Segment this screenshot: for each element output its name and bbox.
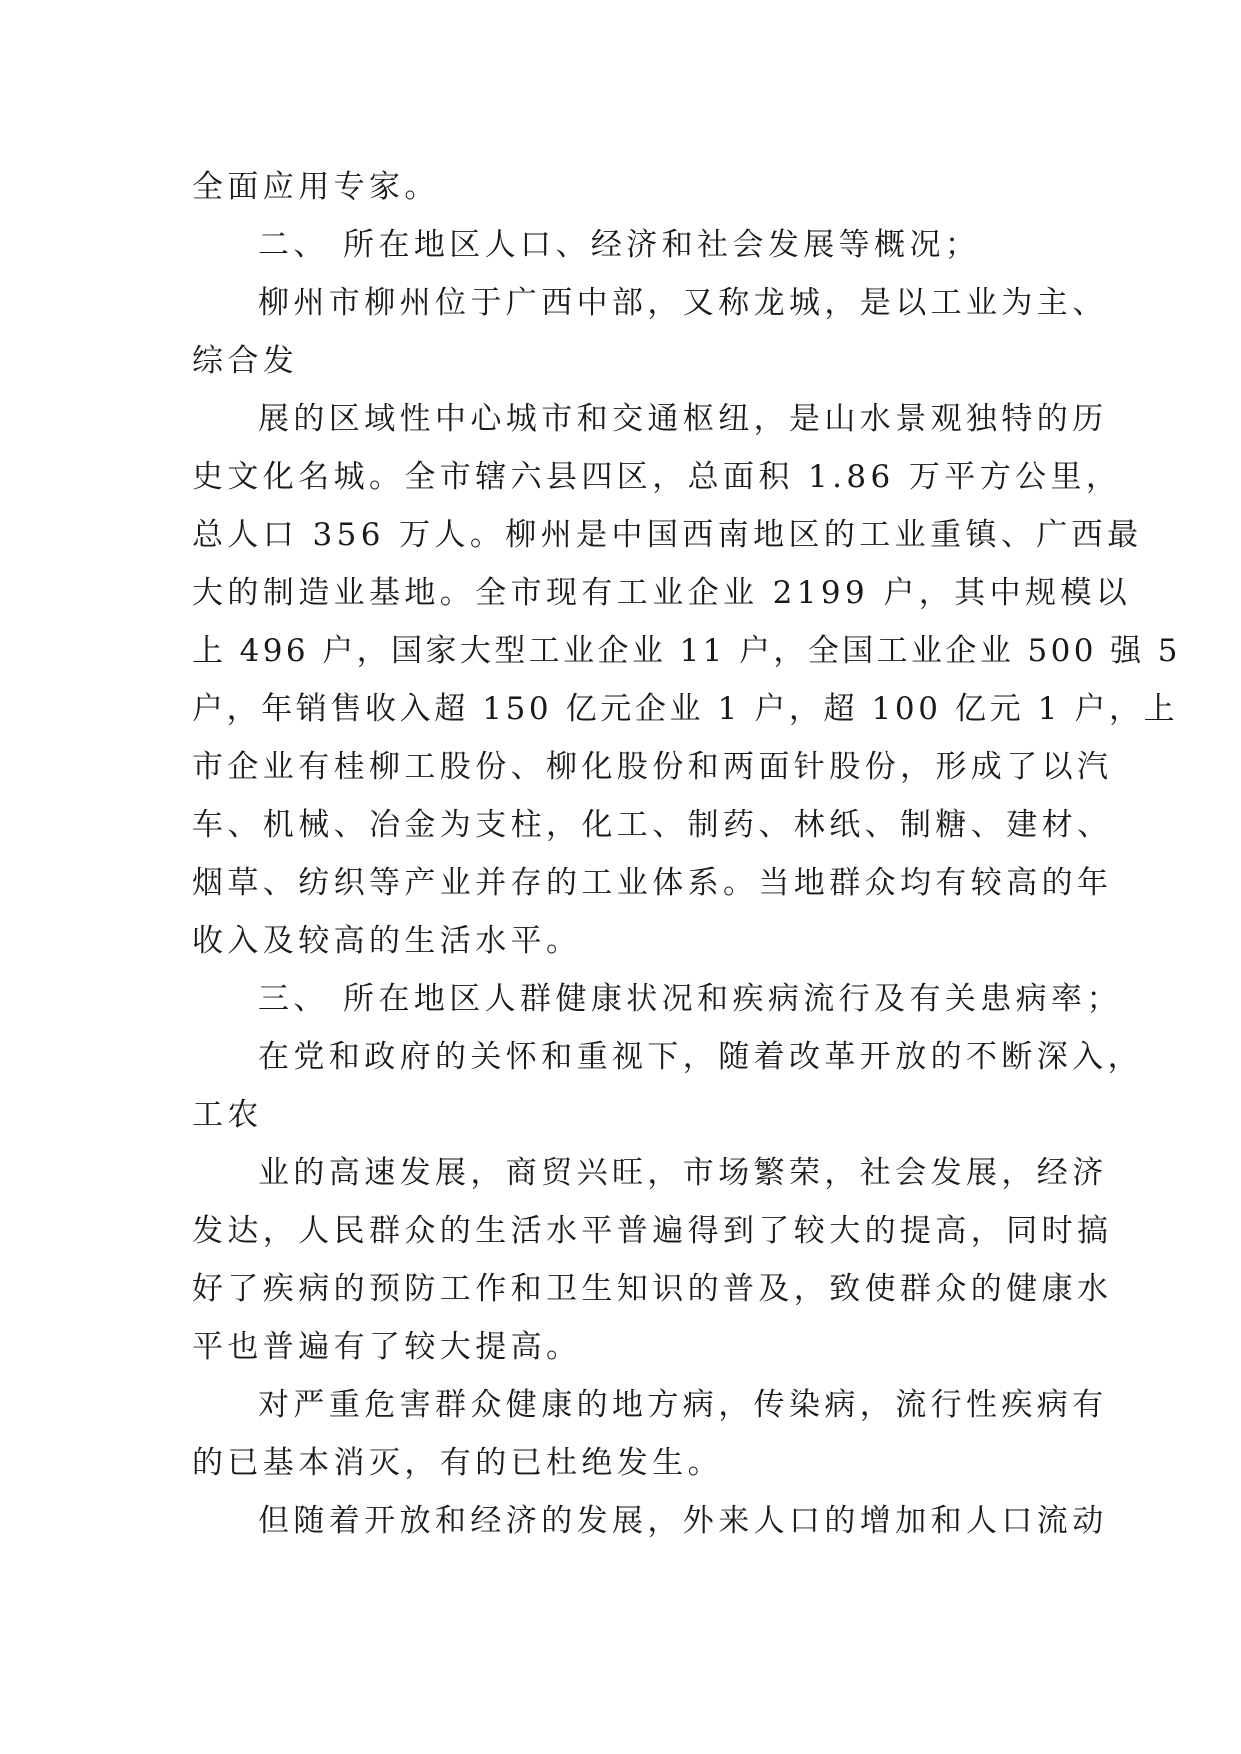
text-line: 对严重危害群众健康的地方病，传染病，流行性疾病有 (258, 1387, 1108, 1423)
text-line: 在党和政府的关怀和重视下，随着改革开放的不断深入， (258, 1039, 1143, 1075)
section-heading-3: 三、 所在地区人群健康状况和疾病流行及有关患病率； (258, 981, 1122, 1017)
text-line: 市企业有桂柳工股份、柳化股份和两面针股份，形成了以汽 (192, 749, 1113, 785)
text-line: 大的制造业基地。全市现有工业企业 2199 户，其中规模以 (192, 575, 1132, 611)
text-line: 但随着开放和经济的发展，外来人口的增加和人口流动 (258, 1503, 1108, 1539)
text-line: 业的高速发展，商贸兴旺，市场繁荣，社会发展，经济 (258, 1155, 1108, 1191)
text-line: 收入及较高的生活水平。 (192, 923, 582, 959)
text-line: 综合发 (192, 343, 299, 379)
text-line: 史文化名城。全市辖六县四区，总面积 1.86 万平方公里， (192, 459, 1122, 495)
text-line: 工农 (192, 1097, 263, 1133)
text-line: 的已基本消灭，有的已杜绝发生。 (192, 1445, 723, 1481)
text-line: 户，年销售收入超 150 亿元企业 1 户，超 100 亿元 1 户，上 (192, 691, 1179, 727)
text-line: 平也普遍有了较大提高。 (192, 1329, 582, 1365)
text-line: 柳州市柳州位于广西中部，又称龙城，是以工业为主、 (258, 285, 1108, 321)
text-line: 全面应用专家。 (192, 169, 440, 205)
text-line: 总人口 356 万人。柳州是中国西南地区的工业重镇、广西最 (192, 517, 1143, 553)
text-line: 烟草、纺织等产业并存的工业体系。当地群众均有较高的年 (192, 865, 1113, 901)
text-line: 好了疾病的预防工作和卫生知识的普及，致使群众的健康水 (192, 1271, 1113, 1307)
section-heading-2: 二、 所在地区人口、经济和社会发展等概况； (258, 227, 981, 263)
text-line: 上 496 户，国家大型工业企业 11 户，全国工业企业 500 强 5 (192, 633, 1181, 669)
text-line: 发达，人民群众的生活水平普遍得到了较大的提高，同时搞 (192, 1213, 1113, 1249)
text-line: 展的区域性中心城市和交通枢纽，是山水景观独特的历 (258, 401, 1108, 437)
text-line: 车、机械、冶金为支柱，化工、制药、林纸、制糖、建材、 (192, 807, 1113, 843)
